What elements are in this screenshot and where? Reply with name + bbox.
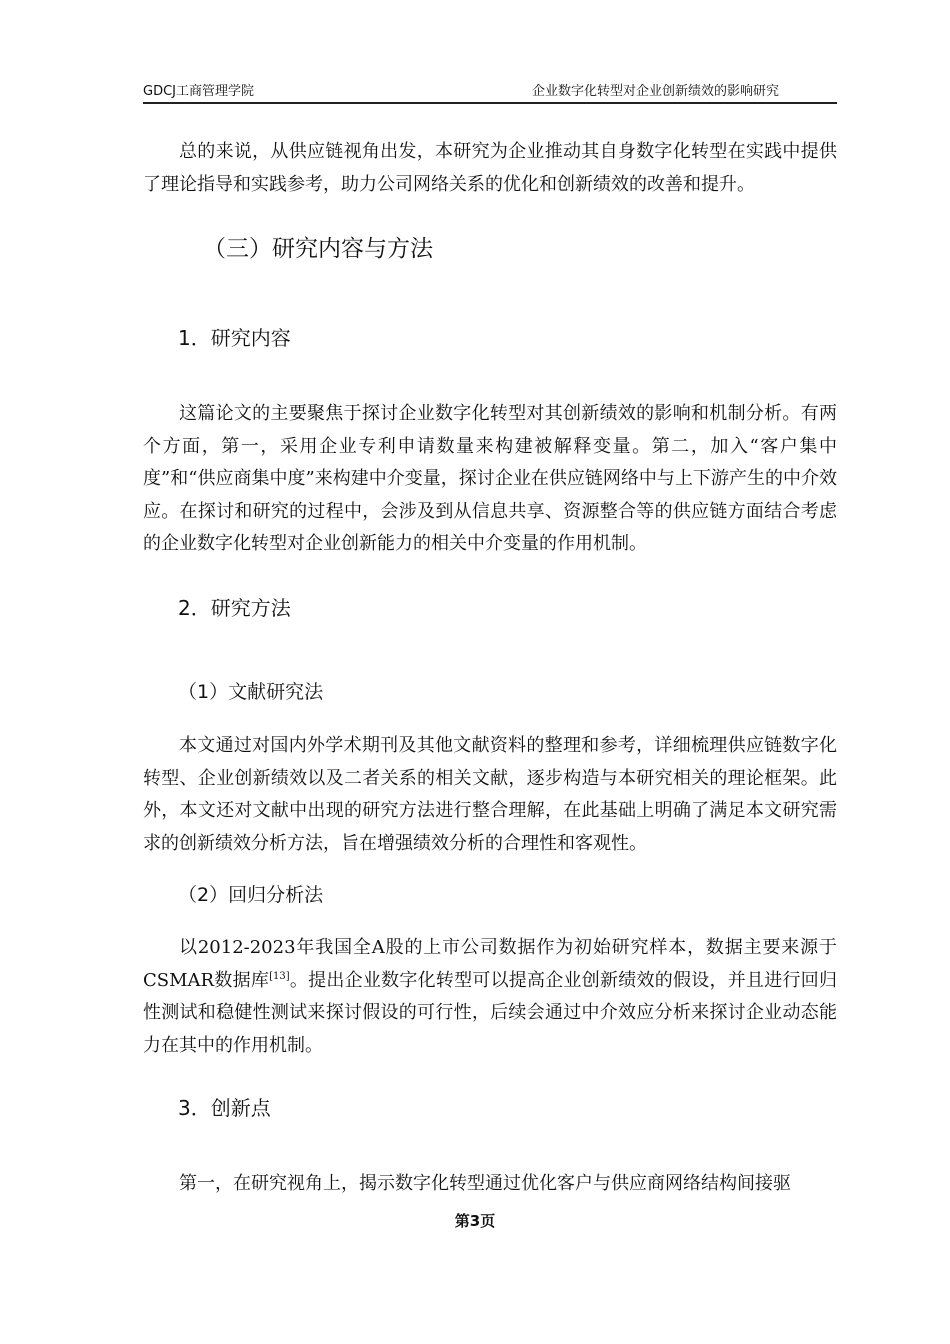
method2-text-a: 以2012-2023年我国全A股的上市公司数据作为初始研究样本，数据主要来源于CSMAR数据库 <box>143 937 837 991</box>
page-header <box>143 78 837 104</box>
content-paragraph: 这篇论文的主要聚焦于探讨企业数字化转型对其创新绩效的影响和机制分析。有两个方面，第一，采用企业专利申请数量来构建被解释变量。第二，加入“客户集中度”和“供应商集中度”来构建中介变量，探讨企业在供应链网络中与上下游产生的中介效应。在探讨和研究的过程中，会涉及到从信息共享、资源整合等的供应链方面结合考虑的企业数字化转型对企业创新能力的相关中介变量的作用机制。 <box>143 403 837 554</box>
innovation-paragraph: 第一，在研究视角上，揭示数字化转型通过优化客户与供应商网络结构间接驱 <box>179 1173 791 1194</box>
citation-13: [13] <box>269 970 290 982</box>
method2-text-b: 。提出企业数字化转型可以提高企业创新绩效的假设，并且进行回归性测试和稳健性测试来探讨假设的可行性，后续会通过中介效应分析来探讨企业动态能力在其中的作用机制。 <box>143 969 837 1056</box>
innovation-heading: 3．创新点 <box>178 1096 271 1120</box>
method1-paragraph: 本文通过对国内外学术期刊及其他文献资料的整理和参考，详细梳理供应链数字化转型、企业创新绩效以及二者关系的相关文献，逐步构造与本研究相关的理论框架。此外，本文还对文献中出现的研究方法进行整合理解，在此基础上明确了满足本文研究需求的创新绩效分析方法，旨在增强绩效分析的合理性和客观性。 <box>143 735 837 854</box>
content-heading: 1．研究内容 <box>178 326 291 350</box>
header-thesis-title: 企业数字化转型对企业创新绩效的影响研究 <box>531 84 779 99</box>
header-school: GDCJ工商管理学院 <box>143 84 254 99</box>
intro-paragraph: 总的来说，从供应链视角出发，本研究为企业推动其自身数字化转型在实践中提供了理论指导和实践参考，助力公司网络关系的优化和创新绩效的改善和提升。 <box>143 141 837 195</box>
page-number: 第3页 <box>454 1212 496 1230</box>
method2-heading: （2）回归分析法 <box>178 884 324 906</box>
section-title: （三）研究内容与方法 <box>203 236 433 262</box>
method1-heading: （1）文献研究法 <box>178 681 324 703</box>
method2-paragraph <box>143 932 837 1062</box>
method-heading: 2．研究方法 <box>178 596 291 620</box>
